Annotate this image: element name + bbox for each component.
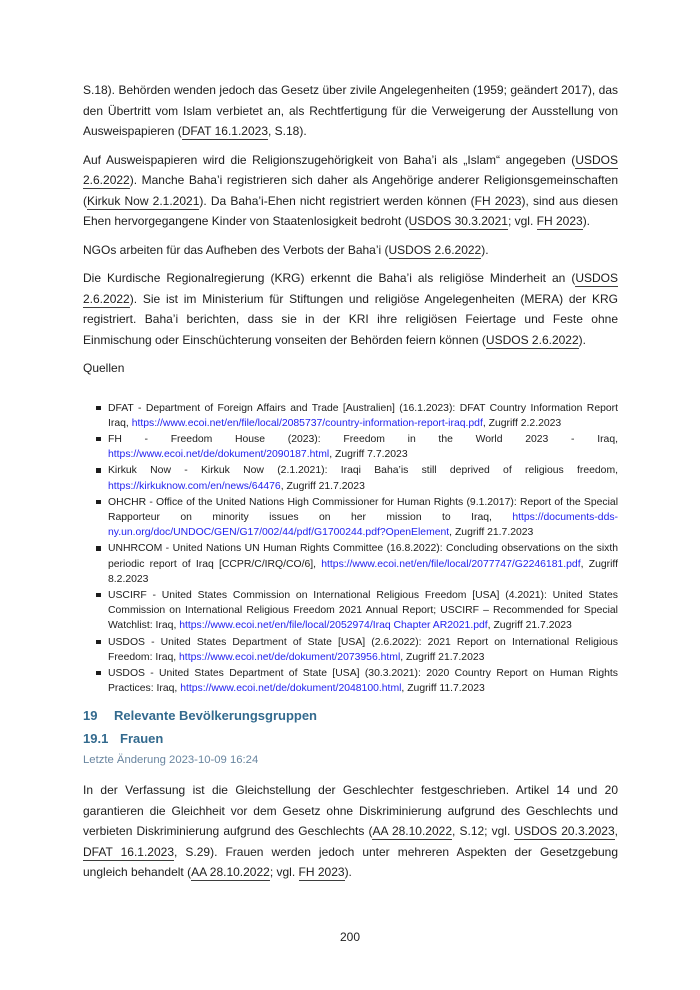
text-run: , Zugriff 7.7.2023: [329, 449, 408, 461]
paragraph: [83, 268, 618, 350]
source-url-link[interactable]: https://www.ecoi.net/de/dokument/2073956.html: [179, 651, 401, 663]
text-run: ).: [582, 214, 591, 228]
section-title: Relevante Bevölkerungsgruppen: [114, 708, 317, 724]
text-run: , Zugriff 8.2.2023: [108, 558, 618, 585]
text-run: , Zugriff 2.2.2023: [482, 417, 562, 429]
paragraph: [83, 150, 618, 232]
text-run: , S.18).: [268, 124, 307, 138]
citation-link[interactable]: USDOS 2.6.2022: [83, 152, 618, 187]
text-run: ), sind aus diesen Ehen hervorgegangene Kinder von Staatenlosigkeit bedroht (: [83, 193, 618, 228]
sources-list: [83, 401, 618, 697]
citation-link[interactable]: Kirkuk Now 2.1.2021: [87, 193, 200, 208]
text-run: , Zugriff 21.7.2023: [400, 651, 485, 663]
text-run: ; vgl.: [269, 865, 299, 880]
text-run: OHCHR - Office of the United Nations High Commissioner for Human Rights (9.1.2017): Report of the Special Rapporteur on minority issues on her mission to Iraq,: [108, 496, 618, 523]
text-run: , Zugriff 21.7.2023: [449, 527, 534, 539]
section-title: Frauen: [120, 731, 164, 747]
text-run: UNHRCOM - United Nations UN Human Rights Committee (16.8.2022): Concluding observations on the sixth periodic report of Iraq [CCPR/C/IRQ/CO/6],: [108, 543, 618, 570]
source-item: [83, 401, 618, 431]
source-item: [83, 666, 618, 696]
citation-link[interactable]: AA 28.10.2022: [191, 865, 270, 880]
text-run: ). Manche Baha’i registrieren sich daher als Angehörige anderer Religionsgemeinschaften (: [83, 173, 618, 208]
text-run: ). Da Baha’i-Ehen nicht registriert werden können (: [199, 193, 475, 208]
last-modified-note: Letzte Änderung 2023-10-09 16:24: [83, 754, 259, 767]
text-run: , S.29). Frauen werden jedoch unter mehreren Aspekten der Gesetzgebung ungleich behandelt (: [83, 844, 619, 880]
citation-link[interactable]: FH 2023: [298, 865, 345, 880]
text-run: , Zugriff 21.7.2023: [280, 480, 365, 492]
citation-link[interactable]: DFAT 16.1.2023: [181, 124, 268, 138]
paragraph: [83, 780, 618, 883]
text-run: ). Sie ist im Ministerium für Stiftungen und religiöse Angelegenheiten (MERA) der KRG registriert. Baha’i berichten, dass sie in der KRI ihre religiösen Feiertage und Feste ohne Einmischung oder Einschüchterung vonseiten der Behörden feiern können (: [83, 291, 618, 347]
text-run: ; vgl.: [507, 214, 537, 228]
text-run: In der Verfassung ist die Gleichstellung der Geschlechter festgeschrieben. Artikel 14 und 20 garantieren die Gleichheit vor dem Gesetz ohne Diskriminierung aufgrund des Geschlechts und verbieten Diskriminierung aufgrund des Geschlechts (: [83, 783, 618, 839]
text-run: , S.12; vgl.: [452, 824, 515, 839]
text-run: FH - Freedom House (2023): Freedom in the World 2023 - Iraq,: [108, 433, 618, 445]
section-number: 19.1: [83, 731, 109, 747]
text-run: ).: [344, 865, 352, 880]
text-run: ,: [614, 824, 618, 839]
sources-heading: Quellen: [83, 361, 125, 375]
text-run: S.18). Behörden wenden jedoch das Gesetz über zivile Angelegenheiten (1959; geändert 2017), das den Übertritt vom Islam verbietet an, als Rechtfertigung für die Verweigerung der Ausstellung von Ausweispapieren (: [83, 83, 618, 138]
text-run: Auf Ausweispapieren wird die Religionszugehörigkeit von Baha’i als „Islam“ angegeben (: [83, 152, 576, 167]
paragraph: [83, 80, 618, 142]
source-item: [83, 432, 618, 462]
source-item: [83, 635, 618, 665]
source-url-link[interactable]: https://www.ecoi.net/en/file/local/2077747/G2246181.pdf: [321, 558, 581, 570]
source-url-link[interactable]: https://www.ecoi.net/de/dokument/2048100.html: [180, 683, 402, 695]
source-url-link[interactable]: https://documents-dds-ny.un.org/doc/UNDOC/GEN/G17/002/44/pdf/G1700244.pdf?OpenElement: [108, 511, 618, 539]
citation-link[interactable]: FH 2023: [536, 214, 583, 228]
section-heading-19: [83, 708, 618, 724]
section-heading-19-1: [83, 731, 618, 747]
text-run: , Zugriff 21.7.2023: [487, 620, 572, 632]
source-item: [83, 495, 618, 541]
citation-link[interactable]: AA 28.10.2022: [372, 824, 453, 839]
text-run: ).: [578, 332, 586, 347]
text-run: ).: [481, 242, 489, 257]
citation-link[interactable]: USDOS 2.6.2022: [83, 271, 618, 306]
source-url-link[interactable]: https://www.ecoi.net/en/file/local/2052974/Iraq Chapter AR2021.pdf: [179, 620, 488, 632]
citation-link[interactable]: USDOS 20.3.2023: [514, 824, 615, 839]
text-run: Die Kurdische Regionalregierung (KRG) erkennt die Baha’i als religiöse Minderheit an (: [83, 271, 576, 285]
page-number: 200: [339, 930, 361, 944]
citation-link[interactable]: USDOS 2.6.2022: [388, 242, 482, 257]
citation-link[interactable]: USDOS 2.6.2022: [485, 332, 579, 347]
source-item: [83, 588, 618, 634]
page-content: [83, 80, 618, 891]
text-run: NGOs arbeiten für das Aufheben des Verbots der Baha’i (: [83, 242, 389, 257]
source-url-link[interactable]: https://www.ecoi.net/de/dokument/2090187.html: [108, 449, 330, 461]
citation-link[interactable]: USDOS 30.3.2021: [408, 214, 508, 228]
text-run: USDOS - United States Department of State [USA] (2.6.2022): 2021 Report on International Religious Freedom: Iraq,: [108, 636, 618, 663]
text-run: Kirkuk Now - Kirkuk Now (2.1.2021): Iraqi Baha’is still deprived of religious freedom,: [108, 465, 618, 477]
source-url-link[interactable]: https://www.ecoi.net/en/file/local/2085737/country-information-report-iraq.pdf: [131, 417, 483, 429]
text-run: USCIRF - United States Commission on International Religious Freedom [USA] (4.2021): United States Commission on International Religious Freedom 2021 Annual Report; USCIRF – Recommended for Special Watchlist: Iraq,: [108, 589, 618, 632]
citation-link[interactable]: DFAT 16.1.2023: [83, 844, 174, 859]
section-number: 19: [83, 708, 98, 724]
paragraph: [83, 240, 618, 261]
text-run: DFAT - Department of Foreign Affairs and Trade [Australien] (16.1.2023): DFAT Country Information Report Iraq,: [108, 402, 618, 429]
text-run: , Zugriff 11.7.2023: [401, 683, 485, 695]
source-item: [83, 541, 618, 587]
text-run: USDOS - United States Department of State [USA] (30.3.2021): 2020 Country Report on Human Rights Practices: Iraq,: [108, 667, 618, 695]
source-url-link[interactable]: https://kirkuknow.com/en/news/64476: [108, 480, 281, 492]
source-item: [83, 463, 618, 493]
citation-link[interactable]: FH 2023: [474, 193, 522, 208]
